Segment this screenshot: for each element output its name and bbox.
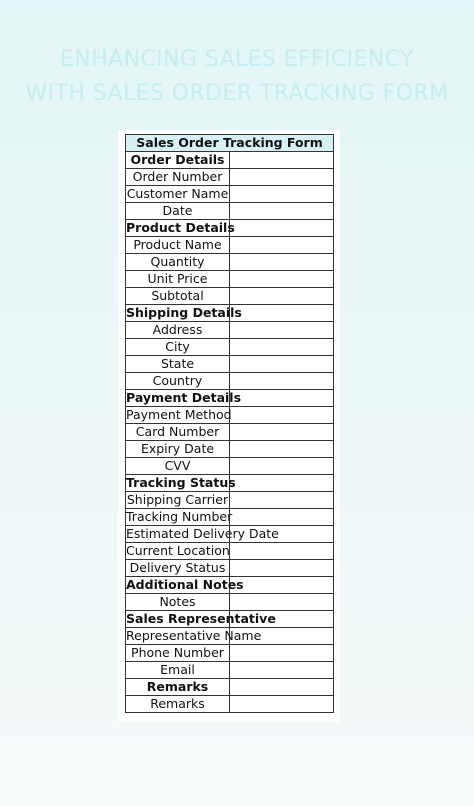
field-value-cell[interactable] — [230, 662, 334, 679]
field-label: Country — [126, 373, 230, 390]
section-row — [126, 611, 334, 628]
field-value-cell[interactable] — [230, 696, 334, 713]
field-value-cell[interactable] — [230, 169, 334, 186]
field-label: Card Number — [126, 424, 230, 441]
field-value-cell[interactable] — [230, 594, 334, 611]
field-value-cell[interactable] — [230, 288, 334, 305]
section-row — [126, 475, 334, 492]
field-row — [126, 645, 334, 662]
field-value-cell[interactable] — [230, 271, 334, 288]
field-label: Quantity — [126, 254, 230, 271]
field-value-cell[interactable] — [230, 373, 334, 390]
form-title-row — [126, 135, 334, 152]
field-row — [126, 322, 334, 339]
field-row — [126, 271, 334, 288]
section-heading: Payment Details — [126, 390, 242, 405]
field-row — [126, 356, 334, 373]
field-label: Order Number — [126, 169, 230, 186]
field-row — [126, 373, 334, 390]
field-row — [126, 560, 334, 577]
section-heading: Sales Representative — [126, 611, 276, 626]
section-value-cell — [230, 475, 334, 492]
field-label: Payment Method — [126, 407, 232, 422]
section-row — [126, 220, 334, 237]
field-row — [126, 441, 334, 458]
field-label: Customer Name — [126, 186, 229, 201]
field-row — [126, 509, 334, 526]
field-row — [126, 339, 334, 356]
section-heading: Shipping Details — [126, 305, 242, 320]
field-label: City — [126, 339, 230, 356]
field-row — [126, 254, 334, 271]
field-value-cell[interactable] — [230, 339, 334, 356]
section-value-cell — [230, 305, 334, 322]
field-label: Tracking Number — [126, 509, 233, 524]
section-row — [126, 305, 334, 322]
field-value-cell[interactable] — [230, 560, 334, 577]
field-row — [126, 169, 334, 186]
section-value-cell — [230, 577, 334, 594]
field-label: Date — [126, 203, 230, 220]
field-row — [126, 662, 334, 679]
field-value-cell[interactable] — [230, 356, 334, 373]
field-row — [126, 492, 334, 509]
field-label: Phone Number — [126, 645, 230, 662]
field-label: Notes — [126, 594, 230, 611]
section-heading: Tracking Status — [126, 475, 236, 490]
field-row — [126, 526, 334, 543]
field-label: CVV — [126, 458, 230, 475]
field-label: Email — [126, 662, 230, 679]
field-label: Delivery Status — [126, 560, 230, 577]
field-row — [126, 424, 334, 441]
field-value-cell[interactable] — [230, 322, 334, 339]
field-value-cell[interactable] — [230, 509, 334, 526]
field-row — [126, 628, 334, 645]
field-value-cell[interactable] — [230, 424, 334, 441]
field-label: Current Location — [126, 543, 230, 558]
field-value-cell[interactable] — [230, 203, 334, 220]
field-value-cell[interactable] — [230, 254, 334, 271]
section-value-cell — [230, 390, 334, 407]
sales-order-tracking-form — [125, 134, 334, 713]
field-label: Address — [126, 322, 230, 339]
field-row — [126, 237, 334, 254]
field-value-cell[interactable] — [230, 458, 334, 475]
section-heading: Remarks — [126, 679, 230, 696]
section-value-cell — [230, 152, 334, 169]
field-label: Expiry Date — [126, 441, 230, 458]
field-value-cell[interactable] — [230, 645, 334, 662]
field-row — [126, 288, 334, 305]
field-row — [126, 186, 334, 203]
field-value-cell[interactable] — [230, 543, 334, 560]
field-label: Shipping Carrier — [126, 492, 229, 507]
section-heading: Product Details — [126, 220, 235, 235]
section-heading: Order Details — [126, 152, 230, 169]
headline-line-2: WITH SALES ORDER TRACKING FORM — [25, 81, 449, 106]
field-row — [126, 407, 334, 424]
field-value-cell[interactable] — [230, 492, 334, 509]
section-value-cell — [230, 679, 334, 696]
section-row — [126, 679, 334, 696]
field-row — [126, 458, 334, 475]
field-label: Unit Price — [126, 271, 230, 288]
section-heading: Additional Notes — [126, 577, 244, 592]
field-label: Product Name — [126, 237, 230, 254]
section-row — [126, 152, 334, 169]
headline-line-1: ENHANCING SALES EFFICIENCY — [59, 47, 414, 72]
field-label: Remarks — [126, 696, 230, 713]
field-label: Subtotal — [126, 288, 230, 305]
form-title: Sales Order Tracking Form — [126, 135, 334, 152]
field-row — [126, 594, 334, 611]
field-row — [126, 696, 334, 713]
field-label: Estimated Delivery Date — [126, 526, 279, 541]
field-value-cell[interactable] — [230, 441, 334, 458]
field-value-cell[interactable] — [230, 407, 334, 424]
field-label: Representative Name — [126, 628, 262, 643]
field-value-cell[interactable] — [230, 186, 334, 203]
section-value-cell — [230, 220, 334, 237]
section-row — [126, 390, 334, 407]
section-row — [126, 577, 334, 594]
field-label: State — [126, 356, 230, 373]
field-row — [126, 543, 334, 560]
field-row — [126, 203, 334, 220]
field-value-cell[interactable] — [230, 237, 334, 254]
